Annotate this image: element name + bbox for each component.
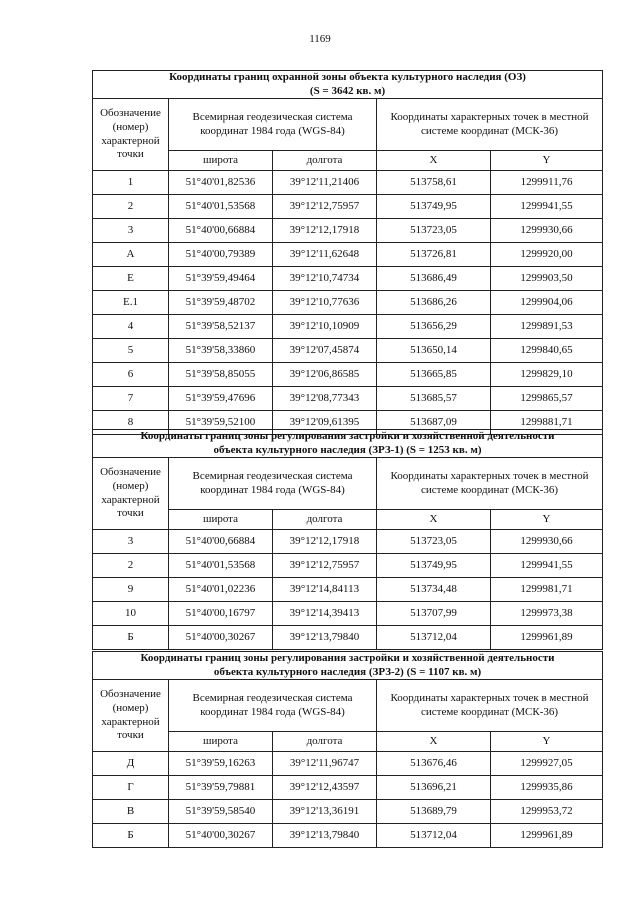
table-row bbox=[93, 554, 603, 578]
subheader-row bbox=[93, 151, 603, 171]
table-title-text: Координаты границ зоны регулирования застройки и хозяйственной деятельности bbox=[140, 652, 555, 665]
cell-longitude: 39°12'06,86585 bbox=[273, 363, 377, 387]
page-number: 1169 bbox=[309, 33, 331, 45]
cell-x: 513712,04 bbox=[377, 626, 491, 650]
cell-latitude: 51°39'59,16263 bbox=[169, 752, 273, 776]
header-latitude: широта bbox=[169, 732, 273, 752]
cell-point-id: Д bbox=[93, 752, 169, 776]
cell-longitude: 39°12'14,84113 bbox=[273, 578, 377, 602]
cell-x: 513676,46 bbox=[377, 752, 491, 776]
cell-longitude: 39°12'13,79840 bbox=[273, 626, 377, 650]
cell-latitude: 51°39'59,47696 bbox=[169, 387, 273, 411]
cell-latitude: 51°40'01,82536 bbox=[169, 171, 273, 195]
cell-point-id: Г bbox=[93, 776, 169, 800]
cell-y: 1299911,76 bbox=[491, 171, 603, 195]
table-row bbox=[93, 776, 603, 800]
oz-coordinates-table bbox=[92, 70, 603, 435]
cell-y: 1299981,71 bbox=[491, 578, 603, 602]
table-row bbox=[93, 530, 603, 554]
cell-longitude: 39°12'12,17918 bbox=[273, 219, 377, 243]
table-title-row bbox=[93, 71, 603, 99]
cell-point-id: 6 bbox=[93, 363, 169, 387]
cell-x: 513758,61 bbox=[377, 171, 491, 195]
cell-point-id: 2 bbox=[93, 554, 169, 578]
table-row bbox=[93, 363, 603, 387]
cell-longitude: 39°12'12,43597 bbox=[273, 776, 377, 800]
cell-latitude: 51°39'59,48702 bbox=[169, 291, 273, 315]
zrz1-coordinates-table bbox=[92, 429, 603, 650]
cell-point-id: 10 bbox=[93, 602, 169, 626]
table-title bbox=[93, 652, 603, 680]
table-row bbox=[93, 171, 603, 195]
header-msk36: Координаты характерных точек в местной системе координат (МСК-36) bbox=[377, 458, 603, 510]
cell-latitude: 51°39'58,52137 bbox=[169, 315, 273, 339]
table-subtitle-text: объекта культурного наследия (ЗРЗ-1) (S = 1253 кв. м) bbox=[213, 443, 482, 456]
cell-y: 1299941,55 bbox=[491, 195, 603, 219]
cell-point-id: Е bbox=[93, 267, 169, 291]
table-row bbox=[93, 626, 603, 650]
cell-x: 513749,95 bbox=[377, 554, 491, 578]
cell-longitude: 39°12'13,79840 bbox=[273, 824, 377, 848]
table-row bbox=[93, 195, 603, 219]
cell-x: 513712,04 bbox=[377, 824, 491, 848]
cell-latitude: 51°39'58,33860 bbox=[169, 339, 273, 363]
table-row bbox=[93, 800, 603, 824]
cell-latitude: 51°40'01,53568 bbox=[169, 554, 273, 578]
cell-y: 1299973,38 bbox=[491, 602, 603, 626]
cell-latitude: 51°39'59,52100 bbox=[169, 411, 273, 435]
header-x: X bbox=[377, 732, 491, 752]
header-longitude: долгота bbox=[273, 510, 377, 530]
table-row bbox=[93, 339, 603, 363]
header-row bbox=[93, 680, 603, 732]
cell-point-id: Е.1 bbox=[93, 291, 169, 315]
cell-x: 513656,29 bbox=[377, 315, 491, 339]
cell-latitude: 51°39'58,85055 bbox=[169, 363, 273, 387]
cell-y: 1299920,00 bbox=[491, 243, 603, 267]
cell-point-id: В bbox=[93, 800, 169, 824]
cell-point-id: Б bbox=[93, 626, 169, 650]
cell-y: 1299930,66 bbox=[491, 530, 603, 554]
cell-longitude: 39°12'10,77636 bbox=[273, 291, 377, 315]
cell-x: 513689,79 bbox=[377, 800, 491, 824]
table-row bbox=[93, 267, 603, 291]
table-title bbox=[93, 71, 603, 99]
table-row bbox=[93, 315, 603, 339]
cell-point-id: 1 bbox=[93, 171, 169, 195]
cell-x: 513685,57 bbox=[377, 387, 491, 411]
header-wgs84: Всемирная геодезическая система координат 1984 года (WGS-84) bbox=[169, 680, 377, 732]
cell-latitude: 51°40'00,79389 bbox=[169, 243, 273, 267]
table-row bbox=[93, 387, 603, 411]
cell-y: 1299961,89 bbox=[491, 824, 603, 848]
cell-point-id: 3 bbox=[93, 530, 169, 554]
cell-latitude: 51°39'59,58540 bbox=[169, 800, 273, 824]
cell-point-id: 2 bbox=[93, 195, 169, 219]
cell-longitude: 39°12'12,75957 bbox=[273, 554, 377, 578]
cell-point-id: 5 bbox=[93, 339, 169, 363]
header-y: Y bbox=[491, 510, 603, 530]
cell-longitude: 39°12'10,74734 bbox=[273, 267, 377, 291]
cell-x: 513723,05 bbox=[377, 530, 491, 554]
cell-latitude: 51°40'00,30267 bbox=[169, 626, 273, 650]
header-msk36: Координаты характерных точек в местной системе координат (МСК-36) bbox=[377, 680, 603, 732]
cell-longitude: 39°12'09,61395 bbox=[273, 411, 377, 435]
table-row bbox=[93, 602, 603, 626]
header-x: X bbox=[377, 510, 491, 530]
table-row bbox=[93, 824, 603, 848]
cell-latitude: 51°40'00,66884 bbox=[169, 530, 273, 554]
subheader-row bbox=[93, 732, 603, 752]
cell-x: 513723,05 bbox=[377, 219, 491, 243]
cell-x: 513707,99 bbox=[377, 602, 491, 626]
cell-x: 513696,21 bbox=[377, 776, 491, 800]
header-latitude: широта bbox=[169, 510, 273, 530]
cell-x: 513749,95 bbox=[377, 195, 491, 219]
header-point-id: Обозначение (номер) характерной точки bbox=[93, 458, 169, 530]
cell-latitude: 51°40'01,02236 bbox=[169, 578, 273, 602]
table-row bbox=[93, 578, 603, 602]
cell-latitude: 51°39'59,49464 bbox=[169, 267, 273, 291]
cell-longitude: 39°12'12,75957 bbox=[273, 195, 377, 219]
header-longitude: долгота bbox=[273, 732, 377, 752]
cell-x: 513726,81 bbox=[377, 243, 491, 267]
cell-x: 513665,85 bbox=[377, 363, 491, 387]
cell-latitude: 51°40'00,16797 bbox=[169, 602, 273, 626]
cell-y: 1299903,50 bbox=[491, 267, 603, 291]
cell-y: 1299891,53 bbox=[491, 315, 603, 339]
subheader-row bbox=[93, 510, 603, 530]
cell-longitude: 39°12'14,39413 bbox=[273, 602, 377, 626]
table-subtitle-text: (S = 3642 кв. м) bbox=[309, 84, 386, 97]
cell-x: 513686,49 bbox=[377, 267, 491, 291]
cell-longitude: 39°12'10,10909 bbox=[273, 315, 377, 339]
cell-x: 513686,26 bbox=[377, 291, 491, 315]
table-title bbox=[93, 430, 603, 458]
header-longitude: долгота bbox=[273, 151, 377, 171]
cell-point-id: 4 bbox=[93, 315, 169, 339]
header-row bbox=[93, 99, 603, 151]
cell-y: 1299881,71 bbox=[491, 411, 603, 435]
cell-y: 1299840,65 bbox=[491, 339, 603, 363]
cell-x: 513734,48 bbox=[377, 578, 491, 602]
cell-longitude: 39°12'08,77343 bbox=[273, 387, 377, 411]
cell-longitude: 39°12'07,45874 bbox=[273, 339, 377, 363]
header-point-id: Обозначение (номер) характерной точки bbox=[93, 99, 169, 171]
cell-point-id: 9 bbox=[93, 578, 169, 602]
cell-x: 513650,14 bbox=[377, 339, 491, 363]
header-y: Y bbox=[491, 732, 603, 752]
header-row bbox=[93, 458, 603, 510]
cell-longitude: 39°12'11,96747 bbox=[273, 752, 377, 776]
header-msk36: Координаты характерных точек в местной системе координат (МСК-36) bbox=[377, 99, 603, 151]
header-latitude: широта bbox=[169, 151, 273, 171]
cell-y: 1299927,05 bbox=[491, 752, 603, 776]
cell-point-id: 3 bbox=[93, 219, 169, 243]
cell-y: 1299941,55 bbox=[491, 554, 603, 578]
table-row bbox=[93, 752, 603, 776]
table-row bbox=[93, 219, 603, 243]
cell-latitude: 51°40'00,30267 bbox=[169, 824, 273, 848]
cell-point-id: А bbox=[93, 243, 169, 267]
table-title-row bbox=[93, 652, 603, 680]
cell-y: 1299935,86 bbox=[491, 776, 603, 800]
cell-longitude: 39°12'13,36191 bbox=[273, 800, 377, 824]
cell-y: 1299930,66 bbox=[491, 219, 603, 243]
header-y: Y bbox=[491, 151, 603, 171]
cell-y: 1299961,89 bbox=[491, 626, 603, 650]
table-row bbox=[93, 291, 603, 315]
table-row bbox=[93, 243, 603, 267]
header-wgs84: Всемирная геодезическая система координат 1984 года (WGS-84) bbox=[169, 99, 377, 151]
table-title-row bbox=[93, 430, 603, 458]
table-title-text: Координаты границ зоны регулирования застройки и хозяйственной деятельности bbox=[140, 430, 555, 443]
cell-point-id: 7 bbox=[93, 387, 169, 411]
cell-y: 1299904,06 bbox=[491, 291, 603, 315]
cell-y: 1299829,10 bbox=[491, 363, 603, 387]
cell-latitude: 51°40'01,53568 bbox=[169, 195, 273, 219]
header-point-id: Обозначение (номер) характерной точки bbox=[93, 680, 169, 752]
header-wgs84: Всемирная геодезическая система координат 1984 года (WGS-84) bbox=[169, 458, 377, 510]
cell-latitude: 51°40'00,66884 bbox=[169, 219, 273, 243]
cell-point-id: Б bbox=[93, 824, 169, 848]
table-subtitle-text: объекта культурного наследия (ЗРЗ-2) (S = 1107 кв. м) bbox=[213, 665, 482, 678]
zrz2-coordinates-table bbox=[92, 651, 603, 848]
cell-y: 1299865,57 bbox=[491, 387, 603, 411]
cell-point-id: 8 bbox=[93, 411, 169, 435]
cell-longitude: 39°12'11,62648 bbox=[273, 243, 377, 267]
cell-x: 513687,09 bbox=[377, 411, 491, 435]
cell-longitude: 39°12'11,21406 bbox=[273, 171, 377, 195]
table-title-text: Координаты границ охранной зоны объекта культурного наследия (ОЗ) bbox=[169, 71, 526, 84]
cell-y: 1299953,72 bbox=[491, 800, 603, 824]
header-x: X bbox=[377, 151, 491, 171]
cell-latitude: 51°39'59,79881 bbox=[169, 776, 273, 800]
cell-longitude: 39°12'12,17918 bbox=[273, 530, 377, 554]
